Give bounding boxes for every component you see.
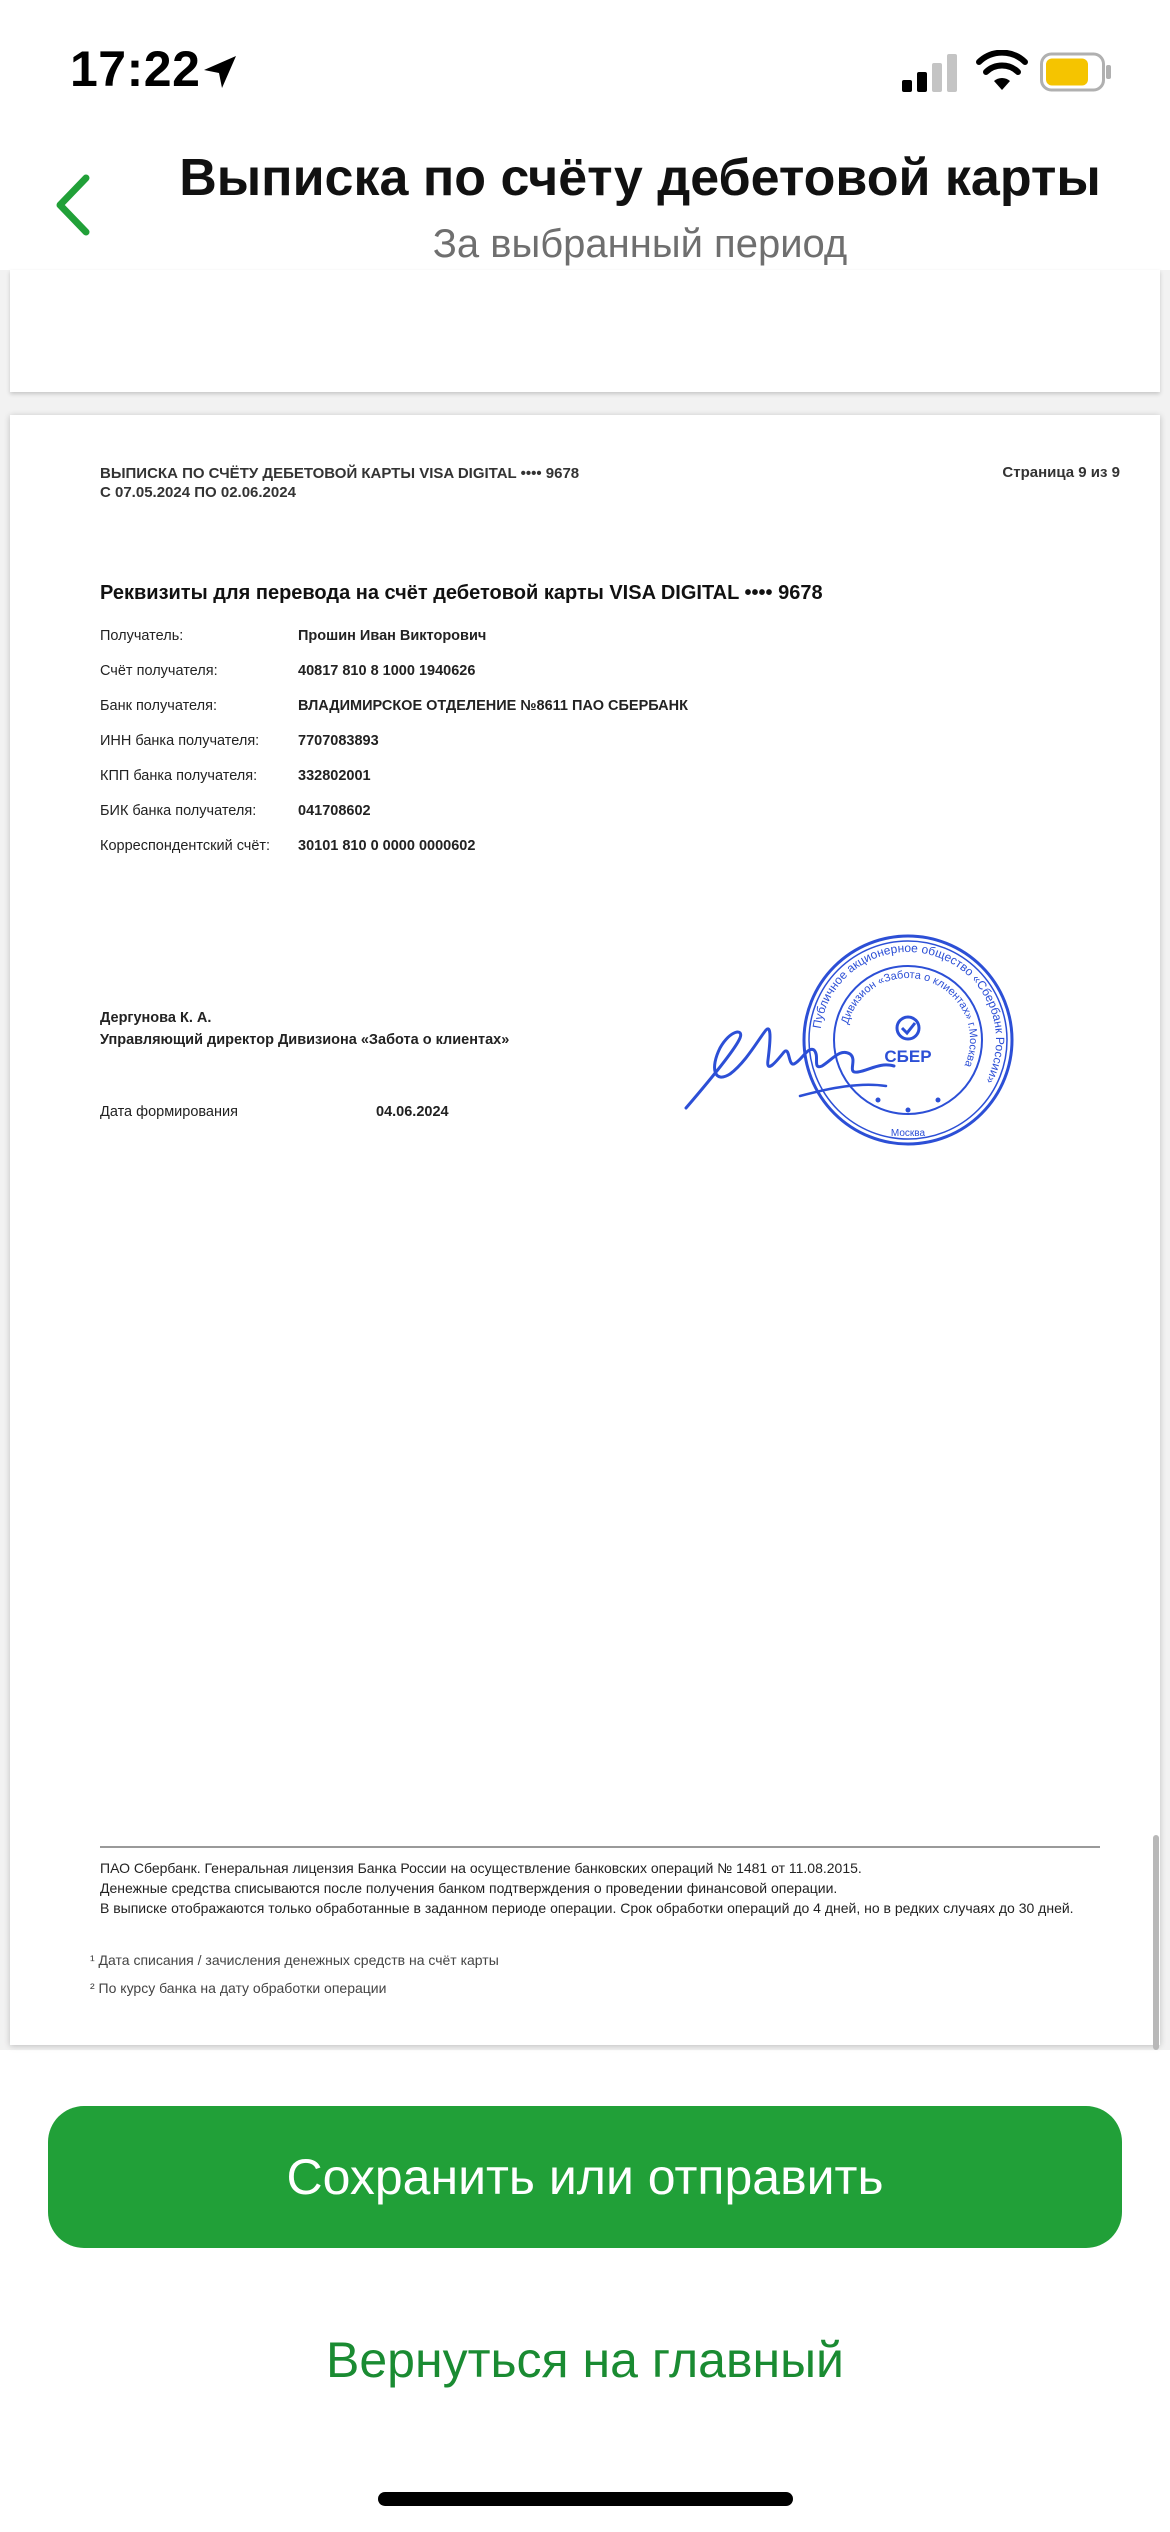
page-title: Выписка по счёту дебетовой карты (179, 149, 1101, 207)
status-time: 17:22 (70, 41, 201, 97)
requisite-label: Банк получателя: (100, 698, 217, 714)
signer-name: Дергунова К. А. (100, 1010, 212, 1026)
stamp-center-text: СБЕР (884, 1047, 932, 1066)
save-or-send-button[interactable] (48, 2106, 1122, 2248)
save-or-send-label: Сохранить или отправить (286, 2149, 884, 2205)
bank-stamp (798, 930, 1018, 1150)
requisite-label: Получатель: (100, 628, 184, 644)
footer-line: В выписке отображаются только обработанные в заданном периоде операции. Срок обработки операций до 4 дней, но в редких случаях до 30 дней. (100, 1900, 1074, 1916)
requisite-value: 332802001 (298, 768, 371, 784)
requisite-label: Корреспондентский счёт: (100, 838, 271, 854)
previous-page-sheet (10, 270, 1160, 392)
requisite-label: БИК банка получателя: (100, 803, 257, 819)
back-to-main-label: Вернуться на главный (326, 2332, 844, 2388)
date-label: Дата формирования (100, 1104, 238, 1120)
battery-icon (1040, 52, 1112, 92)
requisite-label: Счёт получателя: (100, 663, 218, 679)
back-chevron-icon[interactable] (50, 172, 94, 238)
requisite-value: 041708602 (298, 803, 371, 819)
page-number: Страница 9 из 9 (1002, 464, 1120, 481)
date-value: 04.06.2024 (376, 1104, 449, 1120)
stamp-inner-text: Дивизион «Забота о клиентах» г.Москва (839, 968, 980, 1069)
signer-position: Управляющий директор Дивизиона «Забота о клиентах» (100, 1032, 510, 1048)
requisite-value: 7707083893 (298, 733, 379, 749)
requisites-title: Реквизиты для перевода на счёт дебетовой карты VISA DIGITAL •••• 9678 (100, 582, 823, 604)
stamp-outer-text: Публичное акционерное общество «Сбербанк России» (809, 940, 1008, 1087)
stamp-bottom-text: Москва (890, 1128, 926, 1139)
footer-line: ПАО Сбербанк. Генеральная лицензия Банка России на осуществление банковских операций № 1481 от 11.08.2015. (100, 1860, 862, 1876)
location-arrow-icon (200, 52, 240, 92)
wifi-icon (976, 50, 1028, 92)
requisite-label: КПП банка получателя: (100, 768, 258, 784)
footer-divider (100, 1846, 1100, 1848)
requisite-label: ИНН банка получателя: (100, 733, 260, 749)
signal-icon (902, 54, 958, 92)
requisite-value: 30101 810 0 0000 0000602 (298, 838, 476, 854)
footer-legal-text (100, 1858, 1100, 1918)
back-to-main-button[interactable] (48, 2300, 1122, 2420)
requisite-value: Прошин Иван Викторович (298, 628, 487, 644)
requisite-value: ВЛАДИМИРСКОЕ ОТДЕЛЕНИЕ №8611 ПАО СБЕРБАНК (298, 698, 688, 714)
statement-period: С 07.05.2024 ПО 02.06.2024 (100, 484, 296, 501)
requisite-value: 40817 810 8 1000 1940626 (298, 663, 476, 679)
footer-line: Денежные средства списываются после получения банком подтверждения о проведении финансовой операции. (100, 1880, 838, 1896)
home-indicator[interactable] (378, 2492, 793, 2506)
scrollbar[interactable] (1153, 1835, 1159, 2050)
statement-header-line1: ВЫПИСКА ПО СЧЁТУ ДЕБЕТОВОЙ КАРТЫ VISA DIGITAL •••• 9678 (100, 465, 580, 482)
page-subtitle: За выбранный период (432, 222, 848, 266)
statement-header (100, 464, 579, 502)
document-page-sheet (10, 415, 1160, 2045)
footnote-1: ¹ Дата списания / зачисления денежных средств на счёт карты (90, 1952, 499, 1968)
footnote-2: ² По курсу банка на дату обработки операции (90, 1980, 387, 1996)
